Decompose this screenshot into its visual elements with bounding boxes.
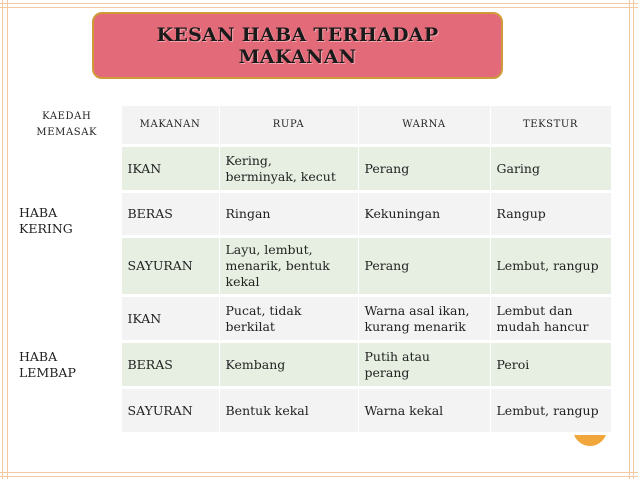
color-cell: Perang — [358, 237, 490, 296]
method-moist-line-2: LEMBAP — [19, 364, 76, 380]
color-line: kurang menarik — [364, 318, 466, 334]
appearance-line: menarik, bentuk — [225, 258, 330, 273]
method-dry-line-2: KERING — [19, 220, 73, 236]
food-cell: BERAS — [121, 342, 219, 388]
appearance-line: Layu, lembut, — [225, 242, 313, 257]
food-cell: SAYURAN — [121, 237, 219, 296]
header-method-line-1: KAEDAH — [42, 111, 92, 122]
appearance-cell — [219, 237, 358, 296]
header-color: WARNA — [358, 106, 490, 146]
slide-title-line-1: KESAN HABA TERHADAP — [156, 23, 439, 46]
appearance-line: kekal — [225, 274, 260, 289]
frame-line-right — [629, 0, 634, 479]
food-cell: IKAN — [121, 296, 219, 342]
color-line: Putih atau — [364, 348, 430, 364]
appearance-line: berminyak, kecut — [225, 168, 336, 184]
appearance-line: Pucat, tidak — [225, 302, 302, 318]
texture-line: mudah hancur — [496, 318, 589, 334]
color-line: perang — [364, 364, 410, 380]
header-appearance: RUPA — [219, 106, 358, 146]
appearance-line: Kering, — [225, 152, 272, 168]
food-cell: SAYURAN — [121, 388, 219, 434]
header-method — [13, 106, 121, 146]
appearance-cell — [219, 146, 358, 192]
color-cell: Perang — [358, 146, 490, 192]
appearance-cell: Kembang — [219, 342, 358, 388]
texture-cell: Lembut, rangup — [490, 237, 611, 296]
food-cell: IKAN — [121, 146, 219, 192]
frame-line-left — [2, 0, 8, 479]
color-cell: Kekuningan — [358, 192, 490, 237]
texture-cell: Lembut, rangup — [490, 388, 611, 434]
frame-line-top — [0, 3, 638, 8]
table-row — [13, 146, 611, 192]
texture-cell — [490, 296, 611, 342]
appearance-cell: Bentuk kekal — [219, 388, 358, 434]
header-food: MAKANAN — [121, 106, 219, 146]
food-cell: BERAS — [121, 192, 219, 237]
texture-line: Lembut dan — [496, 302, 573, 318]
appearance-cell — [219, 296, 358, 342]
table-row — [13, 296, 611, 342]
frame-line-bottom — [0, 472, 638, 477]
texture-cell: Peroi — [490, 342, 611, 388]
color-cell — [358, 342, 490, 388]
color-cell — [358, 296, 490, 342]
method-cell-dry — [13, 146, 121, 296]
table-header-row — [13, 106, 611, 146]
header-method-line-2: MEMASAK — [36, 127, 98, 138]
color-line: Warna asal ikan, — [364, 302, 470, 318]
method-dry-line-1: HABA — [19, 204, 58, 220]
color-cell: Warna kekal — [358, 388, 490, 434]
slide-title-box — [92, 12, 503, 79]
heat-effect-table — [13, 106, 611, 435]
texture-cell: Garing — [490, 146, 611, 192]
appearance-cell: Ringan — [219, 192, 358, 237]
texture-cell: Rangup — [490, 192, 611, 237]
method-moist-line-1: HABA — [19, 348, 58, 364]
method-cell-moist — [13, 296, 121, 434]
slide-title-line-2: MAKANAN — [238, 45, 357, 68]
header-texture: TEKSTUR — [490, 106, 611, 146]
appearance-line: berkilat — [225, 318, 275, 334]
